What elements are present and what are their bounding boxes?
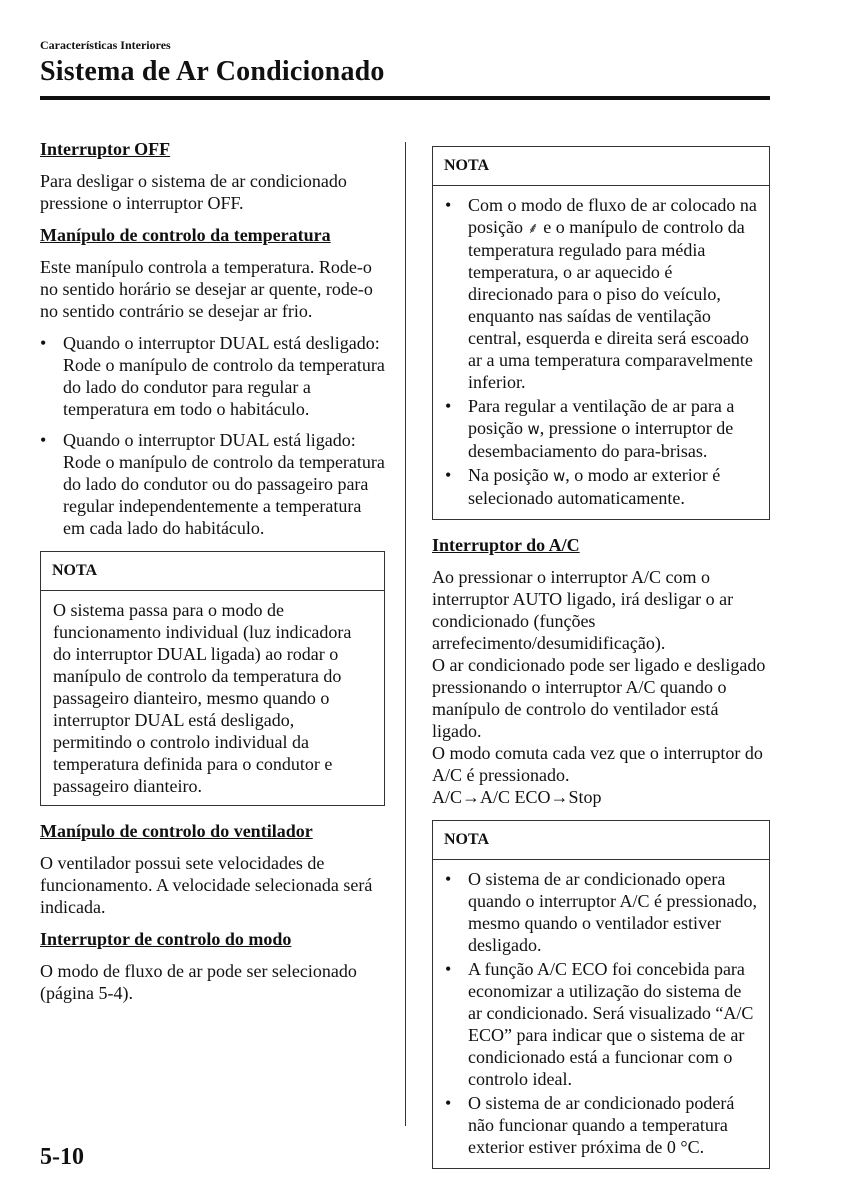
note-body <box>433 186 769 519</box>
bullet-text: A função A/C ECO foi concebida para economizar a utilização do sistema de ar condicionado. Será visualizado “A/C ECO” para indicar que o sistema de ar condicionado está a funcionar com o controlo ideal. <box>468 959 754 1089</box>
left-column <box>40 138 385 1014</box>
temperature-bullets <box>40 332 385 539</box>
mode-switch-heading: Interruptor de controlo do modo <box>40 929 292 949</box>
off-switch-heading: Interruptor OFF <box>40 139 171 159</box>
list-item <box>445 958 757 1090</box>
bullet-text: Para regular a ventilação de ar para a posição <box>468 396 735 438</box>
title-rule <box>40 96 770 100</box>
ac-paragraph: O modo comuta cada vez que o interruptor do A/C é pressionado. <box>432 743 763 785</box>
bullet-icon: • <box>40 430 47 450</box>
bullet-text: Rode o manípulo de controlo da temperatura do lado do condutor para regular a temperatura em todo o habitáculo. <box>63 355 385 419</box>
mode-switch-text: O modo de fluxo de ar pode ser selecionado (página 5-4). <box>40 961 357 1003</box>
floor-defrost-mode-icon: ⸙ <box>527 219 539 237</box>
bullet-icon: • <box>445 195 452 215</box>
bullet-icon: • <box>40 333 47 353</box>
note-body: O sistema passa para o modo de funcionamento individual (luz indicadora do interruptor DUAL ligada) ao rodar o manípulo de controlo da temperatura do passageiro dianteiro, mesmo quando o interruptor DUAL está desligado, permitindo o controlo individual da temperatura definida para o condutor e passageiro dianteiro. <box>53 600 352 796</box>
list-item <box>40 332 385 420</box>
page-number: 5-10 <box>40 1144 84 1170</box>
column-divider <box>405 142 406 1126</box>
list-item <box>445 464 757 509</box>
temperature-dial-text: Este manípulo controla a temperatura. Rode-o no sentido horário se desejar ar quente, rode-o no sentido contrário se desejar ar frio. <box>40 257 373 321</box>
bullet-icon: • <box>445 959 452 979</box>
bullet-text: Rode o manípulo de controlo da temperatura do lado do condutor ou do passageiro para regular independentemente a temperatura em cada lado do habitáculo. <box>63 452 385 538</box>
note-heading: NOTA <box>433 147 769 186</box>
note-box-airflow <box>432 146 770 520</box>
ac-switch-heading: Interruptor do A/C <box>432 535 580 555</box>
page-title: Sistema de Ar Condicionado <box>40 56 385 87</box>
note-heading: NOTA <box>41 552 384 591</box>
bullet-text: O sistema de ar condicionado opera quando o interruptor A/C é pressionado, mesmo quando o ventilador estiver desligado. <box>468 869 757 955</box>
bullet-lead: Quando o interruptor DUAL está desligado: <box>63 333 380 353</box>
bullet-icon: • <box>445 396 452 416</box>
list-item <box>445 395 757 462</box>
right-column <box>432 146 770 1183</box>
bullet-text: e o manípulo de controlo da temperatura regulado para média temperatura, o ar aquecido é direcionado para o piso do veículo, enquanto nas saídas de ventilação central, esquerda e direita será escoado ar a uma temperatura comparavelmente inferior. <box>468 217 753 392</box>
list-item <box>40 429 385 539</box>
bullet-text: Na posição <box>468 465 549 485</box>
bullet-text: , o modo ar exterior é selecionado automaticamente. <box>468 465 721 508</box>
bullet-text: Com o modo de fluxo de ar colocado na posição <box>468 195 757 237</box>
defroster-mode-icon: ᴡ <box>527 420 540 438</box>
temperature-dial-heading: Manípulo de controlo da temperatura <box>40 225 331 245</box>
bullet-text: , pressione o interruptor de desembaciamento do para-brisas. <box>468 418 734 461</box>
list-item <box>445 194 757 393</box>
fan-dial-text: O ventilador possui sete velocidades de funcionamento. A velocidade selecionada será indicada. <box>40 853 373 917</box>
bullet-icon: • <box>445 1093 452 1113</box>
ac-paragraph: O ar condicionado pode ser ligado e desligado pressionando o interruptor A/C quando o manípulo de controlo do ventilador está ligado. <box>432 655 766 741</box>
defroster-mode-icon: ᴡ <box>552 467 566 485</box>
bullet-text: O sistema de ar condicionado poderá não funcionar quando a temperatura exterior estiver próxima de 0 °C. <box>468 1093 735 1157</box>
ac-mode-sequence: A/C→A/C ECO→Stop <box>432 787 602 807</box>
note-box-ac <box>432 820 770 1169</box>
list-item <box>445 868 757 956</box>
bullet-lead: Quando o interruptor DUAL está ligado: <box>63 430 356 450</box>
bullet-icon: • <box>445 465 452 485</box>
list-item <box>445 1092 757 1158</box>
fan-dial-heading: Manípulo de controlo do ventilador <box>40 821 313 841</box>
off-switch-text: Para desligar o sistema de ar condicionado pressione o interruptor OFF. <box>40 171 347 213</box>
note-heading: NOTA <box>433 821 769 860</box>
ac-paragraph: Ao pressionar o interruptor A/C com o interruptor AUTO ligado, irá desligar o ar condicionado (funções arrefecimento/desumidificação). <box>432 567 734 653</box>
ac-switch-text <box>432 566 770 808</box>
note-box-dual <box>40 551 385 806</box>
bullet-icon: • <box>445 869 452 889</box>
note-body <box>433 860 769 1168</box>
section-label: Características Interiores <box>40 38 171 52</box>
